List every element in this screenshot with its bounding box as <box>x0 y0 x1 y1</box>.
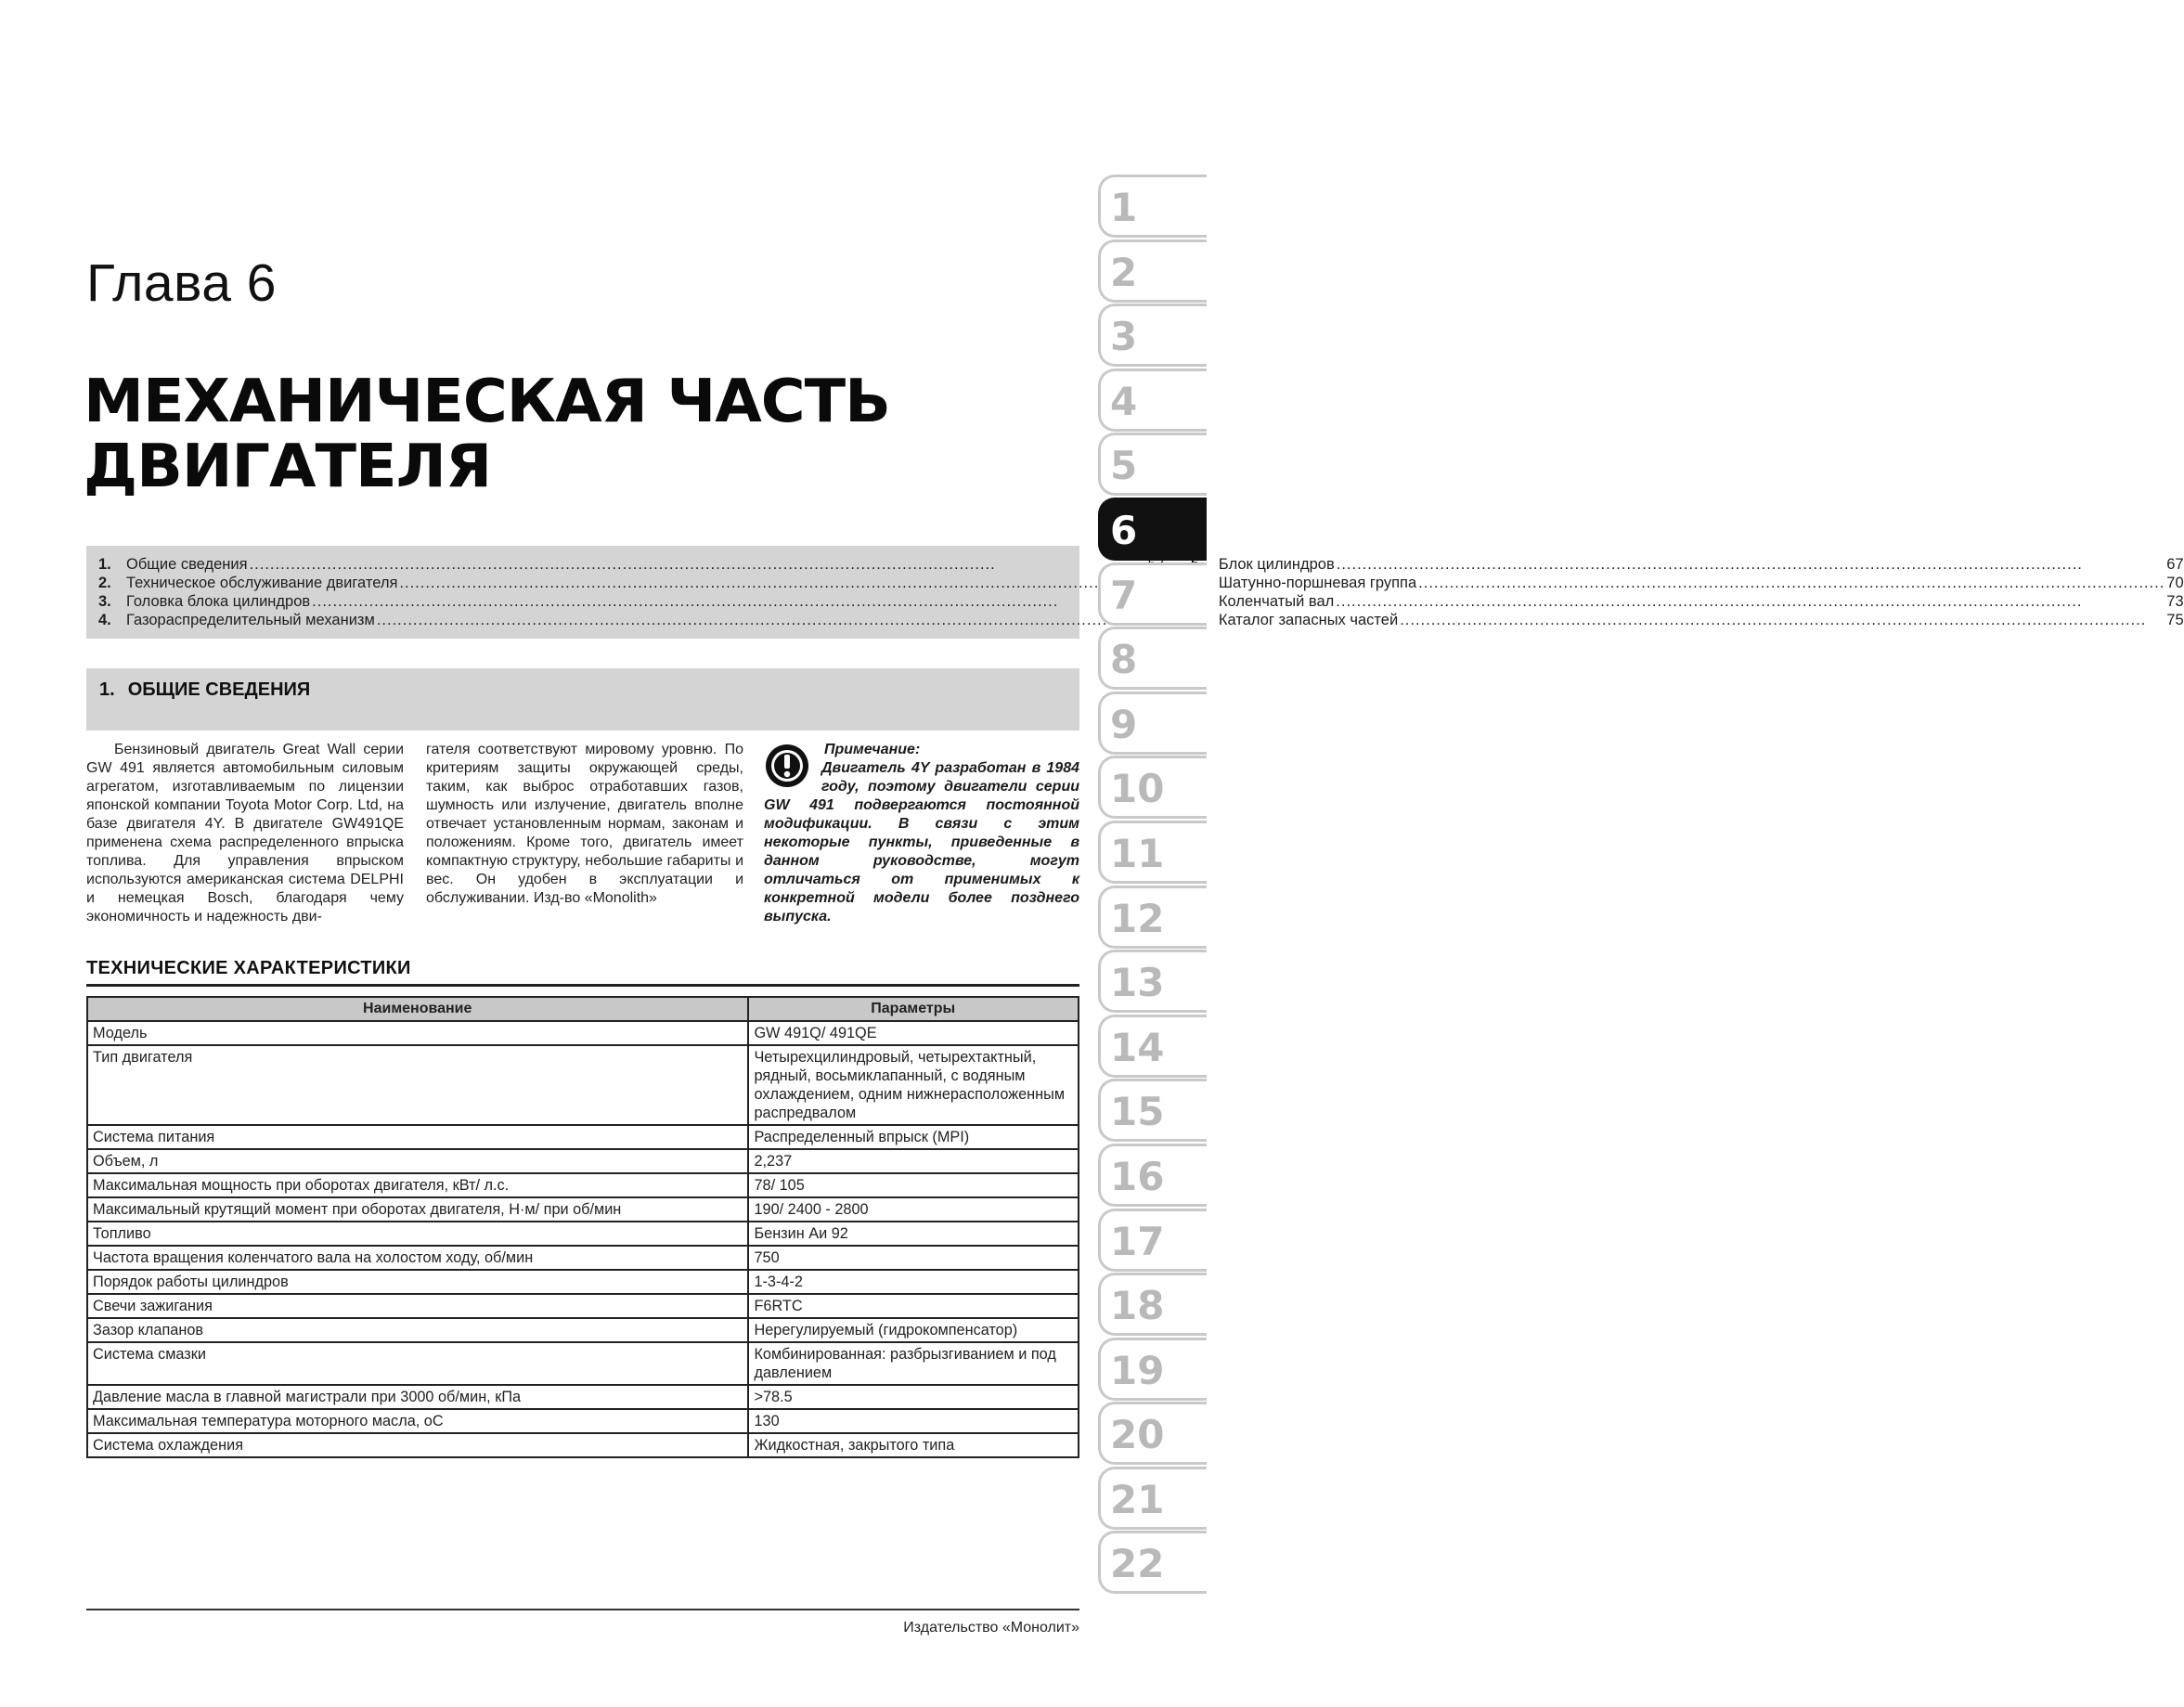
toc-item <box>98 574 1165 592</box>
table-row <box>87 1385 1079 1409</box>
toc-dot-leader <box>250 555 1146 574</box>
specs-header-row <box>87 997 1079 1021</box>
chapter-tab-label: 6 <box>1110 507 1138 553</box>
specs-heading: ТЕХНИЧЕСКИЕ ХАРАКТЕРИСТИКИ <box>86 958 411 978</box>
spec-value-cell: F6RTC <box>748 1294 1079 1318</box>
table-row <box>87 1342 1079 1385</box>
spec-name-cell: Объем, л <box>87 1149 748 1173</box>
spec-value-cell: 78/ 105 <box>748 1173 1079 1197</box>
chapter-tab-13[interactable] <box>1098 950 1207 1013</box>
chapter-tab-6[interactable] <box>1098 498 1207 561</box>
chapter-tab-label: 14 <box>1110 1024 1165 1070</box>
chapter-tab-18[interactable] <box>1098 1273 1207 1336</box>
chapter-title <box>84 369 919 499</box>
toc-item-number: 1. <box>98 556 111 573</box>
spec-name-cell: Зазор клапанов <box>87 1318 748 1342</box>
toc-dot-leader <box>1400 611 2165 629</box>
table-row <box>87 1149 1079 1173</box>
body-text-column-1: Бензиновый двигатель Great Wall серии GW 491 является автомобильным силовым агрегатом, изготавливаемым по лицензии японской компании Toyota Motor Corp. Ltd, на базе двигателя 4Y. В двигателе GW491QE применена схема распределенного впрыска топлива. Для управления впрыском используются американская система DELPHI и немецкая Bosch, благодаря чему экономичность и надежность дви- <box>86 742 404 925</box>
spec-value-cell: >78.5 <box>748 1385 1079 1409</box>
toc-item <box>1191 611 2184 629</box>
specs-header-params: Параметры <box>748 997 1079 1021</box>
toc-item-label: Общие сведения <box>126 556 248 573</box>
toc-item-label: Каталог запасных частей <box>1218 612 1399 628</box>
spec-value-cell: 130 <box>748 1409 1079 1433</box>
toc-item-label: Блок цилиндров <box>1218 556 1335 573</box>
chapter-tab-label: 21 <box>1110 1476 1165 1522</box>
chapter-toc <box>86 546 2184 639</box>
chapter-tab-label: 8 <box>1110 637 1138 683</box>
specs-header-name: Наименование <box>87 997 748 1021</box>
spec-value-cell: Нерегулируемый (гидрокомпенсатор) <box>748 1318 1079 1342</box>
chapter-tab-22[interactable] <box>1098 1531 1207 1594</box>
chapter-label: Глава 6 <box>86 253 278 313</box>
toc-column-left <box>98 555 1165 639</box>
chapter-tab-2[interactable] <box>1098 239 1207 303</box>
toc-item <box>98 592 1165 611</box>
chapter-tab-label: 10 <box>1110 766 1165 812</box>
spec-name-cell: Давление масла в главной магистрали при 3000 об/мин, кПа <box>87 1385 748 1409</box>
spec-value-cell: Четырехцилиндровый, четырехтактный, рядный, восьмиклапанный, с водяным охлаждением, одним нижнерасположенным распредвалом <box>748 1045 1079 1125</box>
spec-value-cell: Распределенный впрыск (MPI) <box>748 1125 1079 1149</box>
toc-item <box>1191 555 2184 574</box>
chapter-tab-19[interactable] <box>1098 1338 1207 1401</box>
table-row <box>87 1045 1079 1125</box>
toc-item <box>98 555 1165 574</box>
chapter-tab-label: 2 <box>1110 249 1138 295</box>
footer-rule <box>86 1609 1079 1610</box>
section-number: 1. <box>99 679 115 700</box>
chapter-tab-3[interactable] <box>1098 304 1207 367</box>
table-row <box>87 1197 1079 1222</box>
chapter-tab-16[interactable] <box>1098 1144 1207 1207</box>
chapter-tab-label: 5 <box>1110 443 1138 489</box>
toc-item-page: 67 <box>2166 556 2184 573</box>
toc-item-label: Техническое обслуживание двигателя <box>126 575 398 591</box>
chapter-tab-label: 9 <box>1110 701 1138 747</box>
toc-item-label: Газораспределительный механизм <box>126 612 375 628</box>
note-text: Двигатель 4Y разработан в 1984 году, поэтому двигатели серии GW 491 подвергаются постоянной модификации. В связи с этим некоторые пункты, приведенные в данном руководстве, могут отличаться от применимых к конкретной модели более позднего выпуска. <box>764 760 1079 925</box>
toc-column-right <box>1191 555 2184 639</box>
chapter-tab-10[interactable] <box>1098 756 1207 819</box>
chapter-tab-label: 4 <box>1110 378 1138 424</box>
specs-table <box>86 996 1079 1458</box>
toc-item <box>1191 592 2184 611</box>
chapter-tab-20[interactable] <box>1098 1402 1207 1465</box>
chapter-title-line1: МЕХАНИЧЕСКАЯ ЧАСТЬ <box>84 368 890 436</box>
chapter-tab-5[interactable] <box>1098 433 1207 496</box>
spec-name-cell: Частота вращения коленчатого вала на холостом ходу, об/мин <box>87 1246 748 1270</box>
spec-name-cell: Система смазки <box>87 1342 748 1385</box>
chapter-tab-9[interactable] <box>1098 692 1207 755</box>
chapter-tab-label: 22 <box>1110 1541 1165 1587</box>
chapter-tab-label: 3 <box>1110 314 1138 360</box>
table-row <box>87 1246 1079 1270</box>
spec-name-cell: Порядок работы цилиндров <box>87 1270 748 1294</box>
toc-dot-leader <box>1336 592 2165 611</box>
note-text-wrap <box>764 759 1079 926</box>
spec-value-cell: GW 491Q/ 491QE <box>748 1021 1079 1045</box>
chapter-tab-4[interactable] <box>1098 369 1207 432</box>
table-row <box>87 1294 1079 1318</box>
toc-item-label: Коленчатый вал <box>1218 593 1335 610</box>
spec-value-cell: 190/ 2400 - 2800 <box>748 1197 1079 1222</box>
spec-name-cell: Тип двигателя <box>87 1045 748 1125</box>
chapter-tab-label: 17 <box>1110 1218 1165 1264</box>
toc-item <box>98 611 1165 629</box>
spec-value-cell: 2,237 <box>748 1149 1079 1173</box>
table-row <box>87 1270 1079 1294</box>
table-row <box>87 1222 1079 1246</box>
table-row <box>87 1125 1079 1149</box>
toc-dot-leader <box>377 611 1146 629</box>
chapter-tab-label: 11 <box>1110 830 1165 876</box>
toc-item-number: 4. <box>98 612 111 628</box>
chapter-tab-8[interactable] <box>1098 627 1207 690</box>
spec-name-cell: Модель <box>87 1021 748 1045</box>
table-row <box>87 1173 1079 1197</box>
spec-name-cell: Свечи зажигания <box>87 1294 748 1318</box>
chapter-tab-label: 20 <box>1110 1412 1165 1458</box>
spec-value-cell: 750 <box>748 1246 1079 1270</box>
toc-item-label: Шатунно-поршневая группа <box>1218 575 1417 591</box>
toc-dot-leader <box>399 574 1145 592</box>
chapter-tab-label: 19 <box>1110 1347 1165 1393</box>
table-row <box>87 1433 1079 1457</box>
chapter-tab-label: 1 <box>1110 185 1138 230</box>
toc-item-label: Головка блока цилиндров <box>126 593 311 610</box>
spec-name-cell: Максимальная мощность при оборотах двигателя, кВт/ л.с. <box>87 1173 748 1197</box>
footer-publisher: Издательство «Монолит» <box>903 1620 1079 1636</box>
section-heading <box>86 668 1079 731</box>
chapter-tab-label: 15 <box>1110 1089 1165 1135</box>
spec-name-cell: Топливо <box>87 1222 748 1246</box>
chapter-tab-15[interactable] <box>1098 1079 1207 1142</box>
spec-name-cell: Система питания <box>87 1125 748 1149</box>
spec-value-cell: Жидкостная, закрытого типа <box>748 1433 1079 1457</box>
chapter-tab-label: 12 <box>1110 895 1165 941</box>
table-row <box>87 1409 1079 1433</box>
toc-dot-leader <box>1418 574 2165 592</box>
chapter-tab-label: 16 <box>1110 1153 1165 1199</box>
chapter-title-line2: ДВИГАТЕЛЯ <box>84 433 492 501</box>
specs-heading-rule <box>86 984 1079 987</box>
spec-name-cell: Максимальный крутящий момент при оборотах двигателя, Н·м/ при об/мин <box>87 1197 748 1222</box>
section-title: ОБЩИЕ СВЕДЕНИЯ <box>127 679 311 700</box>
table-row <box>87 1318 1079 1342</box>
chapter-tabs <box>1098 175 1207 1596</box>
chapter-tab-11[interactable] <box>1098 821 1207 884</box>
spec-name-cell: Максимальная температура моторного масла, oC <box>87 1409 748 1433</box>
toc-item-page: 70 <box>2166 575 2184 591</box>
chapter-tab-12[interactable] <box>1098 886 1207 949</box>
table-row <box>87 1021 1079 1045</box>
toc-item-page: 75 <box>2166 612 2184 628</box>
chapter-tab-7[interactable] <box>1098 563 1207 626</box>
note-icon-spacer <box>764 759 821 791</box>
chapter-tab-label: 13 <box>1110 960 1165 1006</box>
spec-value-cell: 1-3-4-2 <box>748 1270 1079 1294</box>
chapter-tab-1[interactable] <box>1098 175 1207 238</box>
toc-item-page: 73 <box>2166 593 2184 610</box>
body-text-column-2: гателя соответствуют мировому уровню. По критериям защиты окружающей среды, таким, как выброс отработавших газов, шумность или излучение, двигатель вполне отвечает установленным нормам, законам и положениям. Кроме того, двигатель имеет компактную структуру, небольшие габариты и вес. Он удобен в эксплуатации и обслуживании. Изд-во «Monolith» <box>426 742 743 906</box>
chapter-tab-21[interactable] <box>1098 1467 1207 1530</box>
toc-item-number: 3. <box>98 593 111 610</box>
chapter-tab-17[interactable] <box>1098 1209 1207 1272</box>
toc-item <box>1191 574 2184 592</box>
spec-value-cell: Бензин Аи 92 <box>748 1222 1079 1246</box>
toc-item-number: 2. <box>98 575 111 591</box>
toc-dot-leader <box>312 592 1145 611</box>
chapter-tab-14[interactable] <box>1098 1015 1207 1078</box>
spec-name-cell: Система охлаждения <box>87 1433 748 1457</box>
toc-dot-leader <box>1337 555 2165 574</box>
chapter-tab-label: 18 <box>1110 1283 1165 1329</box>
chapter-tab-label: 7 <box>1110 572 1138 618</box>
note-title: Примечание: <box>824 742 921 757</box>
spec-value-cell: Комбинированная: разбрызгиванием и под давлением <box>748 1342 1079 1385</box>
